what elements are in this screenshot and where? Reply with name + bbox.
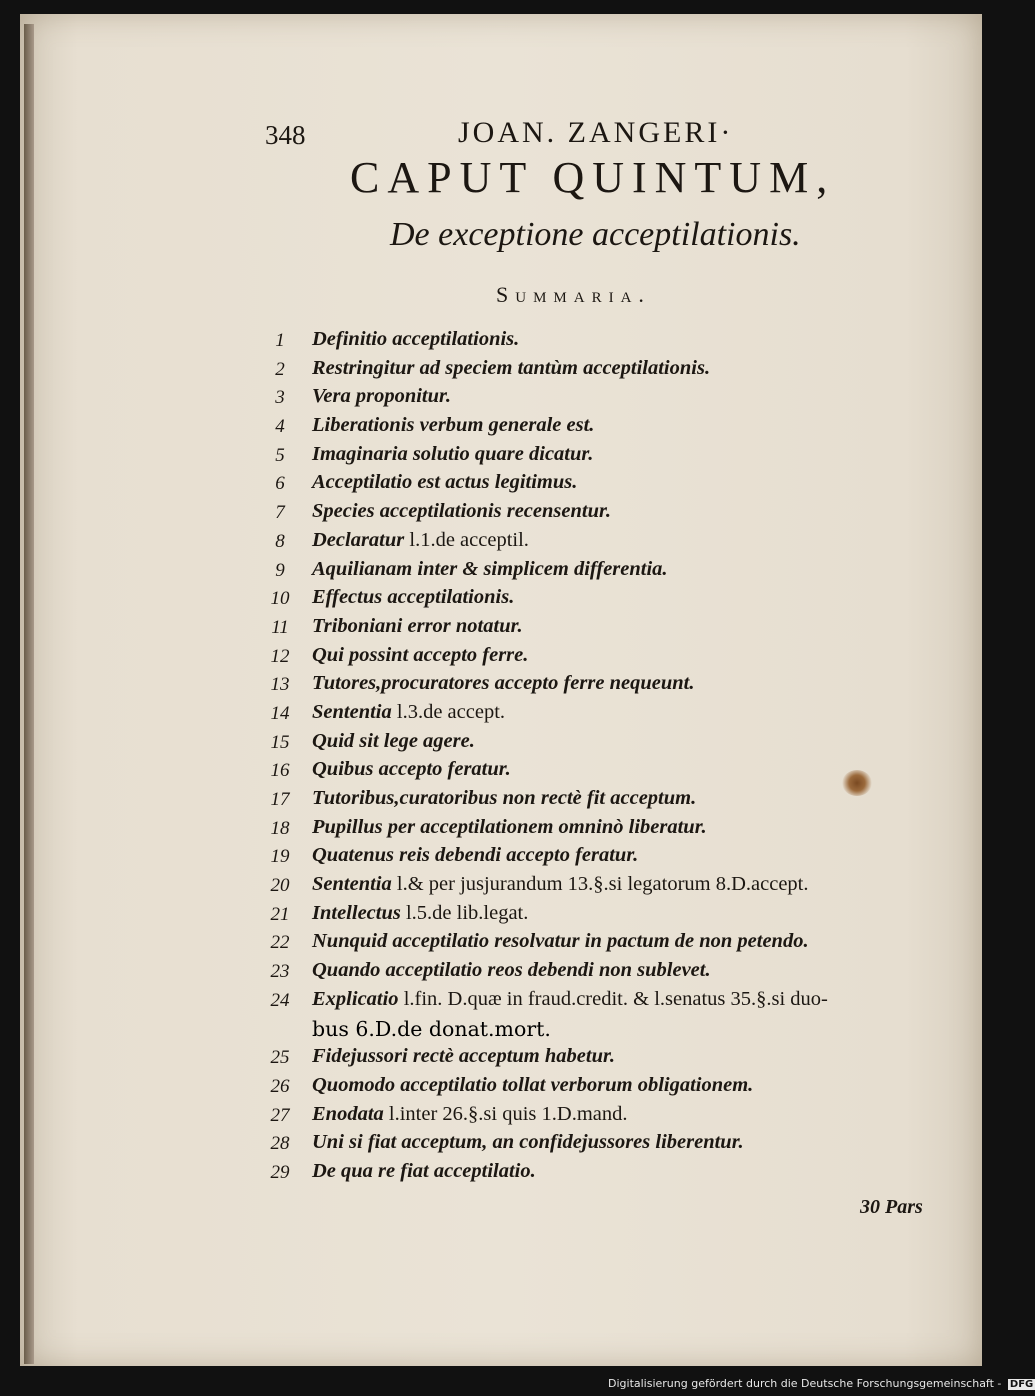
entry-number: 13 bbox=[270, 674, 290, 696]
summary-entry bbox=[260, 326, 960, 355]
entry-number: 17 bbox=[270, 789, 290, 810]
entry-italic-text: Intellectus bbox=[312, 901, 401, 924]
entry-number: 3 bbox=[275, 387, 285, 409]
entry-italic-text: Explicatio bbox=[312, 987, 399, 1010]
entry-italic-text: Enodata bbox=[312, 1102, 384, 1125]
summary-entry bbox=[260, 986, 960, 1015]
entry-italic-text: Tutores,procuratores accepto ferre nequeunt. bbox=[312, 672, 695, 695]
entry-text bbox=[312, 1045, 615, 1068]
entry-number: 22 bbox=[270, 932, 290, 954]
entry-number: 7 bbox=[275, 502, 285, 524]
entry-citation-text: l.3.de accept. bbox=[391, 700, 506, 723]
entry-italic-text: Pupillus per acceptilationem omninò liberatur. bbox=[312, 815, 707, 838]
entry-italic-text: Imaginaria solutio quare dicatur. bbox=[312, 442, 594, 465]
entry-italic-text: Sententia bbox=[312, 700, 392, 723]
entry-italic-text: Qui possint accepto ferre. bbox=[312, 643, 529, 666]
summary-list bbox=[260, 326, 960, 1187]
summary-entry bbox=[260, 728, 960, 757]
entry-italic-text: Quibus accepto feratur. bbox=[312, 758, 511, 781]
entry-number: 26 bbox=[270, 1075, 290, 1097]
summary-entry bbox=[260, 584, 960, 613]
entry-italic-text: Sententia bbox=[312, 873, 392, 896]
summary-entry-continuation bbox=[260, 1015, 960, 1044]
entry-number: 24 bbox=[270, 989, 290, 1011]
entry-text bbox=[312, 1074, 753, 1097]
entry-number: 16 bbox=[270, 760, 290, 782]
entry-italic-text: Declaratur bbox=[312, 528, 405, 551]
entry-text bbox=[312, 902, 528, 925]
entry-text bbox=[312, 500, 611, 523]
entry-text bbox=[312, 844, 638, 867]
entry-continuation-text: bus 6.D.de donat.mort. bbox=[312, 1016, 551, 1041]
entry-number: 12 bbox=[270, 645, 290, 667]
entry-italic-text: Fidejussori rectè acceptum habetur. bbox=[312, 1045, 615, 1068]
entry-number: 20 bbox=[270, 875, 290, 897]
entry-number: 5 bbox=[275, 444, 285, 466]
entry-text bbox=[312, 644, 528, 667]
entry-text bbox=[312, 1160, 536, 1183]
entry-text bbox=[312, 1131, 744, 1154]
entry-italic-text: De qua re fiat acceptilatio. bbox=[312, 1159, 536, 1182]
entry-italic-text: Quatenus reis debendi accepto feratur. bbox=[312, 844, 639, 867]
entry-number: 18 bbox=[270, 817, 290, 839]
catchword: 30 Pars bbox=[860, 1196, 923, 1218]
summary-entry bbox=[260, 441, 960, 470]
entry-italic-text: Restringitur ad speciem tantùm acceptilationis. bbox=[312, 356, 711, 379]
entry-text bbox=[312, 959, 711, 982]
summary-entry bbox=[260, 355, 960, 384]
entry-number: 4 bbox=[275, 416, 285, 438]
summary-entry bbox=[260, 842, 960, 871]
paper-stain bbox=[842, 770, 872, 796]
running-head: JOAN. ZANGERI· bbox=[458, 116, 734, 149]
entry-italic-text: Quando acceptilatio reos debendi non sublevet. bbox=[312, 959, 711, 982]
entry-text bbox=[312, 443, 593, 466]
entry-text bbox=[312, 385, 451, 408]
entry-text bbox=[312, 701, 505, 724]
entry-citation-text: l.& per jusjurandum 13.§.si legatorum 8.D.accept. bbox=[391, 873, 809, 896]
summary-entry bbox=[260, 1101, 960, 1130]
entry-text bbox=[312, 558, 668, 581]
summary-entry bbox=[260, 871, 960, 900]
entry-italic-text: Quomodo acceptilatio tollat verborum obligationem. bbox=[312, 1073, 754, 1096]
entry-citation-text: l.fin. D.quæ in fraud.credit. & l.senatus 35.§.si duo- bbox=[398, 987, 828, 1010]
entry-italic-text: Effectus acceptilationis. bbox=[312, 586, 515, 609]
summary-entry bbox=[260, 1072, 960, 1101]
entry-citation-text: l.inter 26.§.si quis 1.D.mand. bbox=[383, 1102, 628, 1125]
entry-text bbox=[312, 672, 694, 695]
entry-number: 8 bbox=[275, 530, 285, 552]
summary-entry bbox=[260, 383, 960, 412]
entry-number: 6 bbox=[275, 473, 285, 495]
entry-text bbox=[312, 1103, 628, 1126]
summary-entry bbox=[260, 642, 960, 671]
summary-entry bbox=[260, 928, 960, 957]
entry-number: 14 bbox=[270, 702, 290, 724]
entry-text bbox=[312, 357, 710, 380]
summary-entry bbox=[260, 613, 960, 642]
summary-entry bbox=[260, 556, 960, 585]
entry-number: 15 bbox=[270, 731, 290, 753]
entry-text bbox=[312, 988, 828, 1011]
entry-number: 21 bbox=[270, 903, 290, 925]
summary-entry bbox=[260, 900, 960, 929]
summary-entry bbox=[260, 670, 960, 699]
summary-entry bbox=[260, 412, 960, 441]
entry-text bbox=[312, 730, 475, 753]
entry-text bbox=[312, 615, 523, 638]
entry-number: 23 bbox=[270, 961, 290, 983]
summary-entry bbox=[260, 814, 960, 843]
chapter-title: CAPUT QUINTUM, bbox=[350, 153, 836, 202]
entry-italic-text: Quid sit lege agere. bbox=[312, 729, 475, 752]
summary-entry bbox=[260, 1043, 960, 1072]
entry-text bbox=[312, 816, 707, 839]
chapter-subtitle: De exceptione acceptilationis. bbox=[390, 216, 801, 253]
entry-italic-text: Uni si fiat acceptum, an confidejussores liberentur. bbox=[312, 1131, 744, 1154]
summary-entry bbox=[260, 1129, 960, 1158]
entry-citation-text: l.5.de lib.legat. bbox=[400, 901, 529, 924]
entry-text bbox=[312, 758, 511, 781]
entry-text bbox=[312, 586, 514, 609]
digitization-credit bbox=[608, 1377, 1035, 1390]
summary-entry bbox=[260, 527, 960, 556]
entry-number: 29 bbox=[270, 1161, 290, 1183]
summaria-heading: Summaria. bbox=[496, 282, 651, 307]
entry-text bbox=[312, 414, 594, 437]
entry-number: 2 bbox=[275, 358, 285, 380]
entry-italic-text: Species acceptilationis recensentur. bbox=[312, 500, 611, 523]
page-number: 348 bbox=[265, 120, 306, 150]
entry-text bbox=[312, 930, 809, 953]
summary-entry bbox=[260, 957, 960, 986]
entry-italic-text: Definitio acceptilationis. bbox=[312, 328, 520, 350]
summary-entry bbox=[260, 699, 960, 728]
entry-text bbox=[312, 471, 577, 494]
entry-number: 19 bbox=[270, 846, 290, 868]
summary-entry bbox=[260, 469, 960, 498]
entry-number: 25 bbox=[270, 1047, 290, 1069]
summary-entry bbox=[260, 498, 960, 527]
credit-text: Digitalisierung gefördert durch die Deutsche Forschungsgemeinschaft - bbox=[608, 1377, 1002, 1390]
page-edge bbox=[24, 24, 34, 1364]
summary-entry bbox=[260, 1158, 960, 1187]
entry-italic-text: Liberationis verbum generale est. bbox=[312, 414, 595, 437]
entry-number: 28 bbox=[270, 1133, 290, 1155]
entry-citation-text: l.1.de acceptil. bbox=[404, 528, 529, 551]
entry-text bbox=[312, 328, 519, 351]
entry-text bbox=[312, 873, 809, 896]
entry-italic-text: Triboniani error notatur. bbox=[312, 614, 523, 637]
entry-text bbox=[312, 787, 696, 810]
entry-number: 10 bbox=[270, 588, 290, 610]
entry-italic-text: Tutoribus,curatoribus non rectè fit acceptum. bbox=[312, 787, 697, 809]
entry-number: 9 bbox=[275, 559, 285, 581]
entry-number: 27 bbox=[270, 1104, 290, 1126]
entry-italic-text: Acceptilatio est actus legitimus. bbox=[312, 471, 578, 494]
entry-number: 11 bbox=[271, 616, 289, 638]
entry-italic-text: Vera proponitur. bbox=[312, 385, 451, 408]
entry-text bbox=[312, 529, 529, 552]
entry-italic-text: Nunquid acceptilatio resolvatur in pactum de non petendo. bbox=[312, 930, 809, 953]
entry-number: 1 bbox=[275, 330, 285, 351]
dfg-logo: DFG bbox=[1009, 1379, 1034, 1390]
entry-italic-text: Aquilianam inter & simplicem differentia. bbox=[312, 557, 668, 580]
